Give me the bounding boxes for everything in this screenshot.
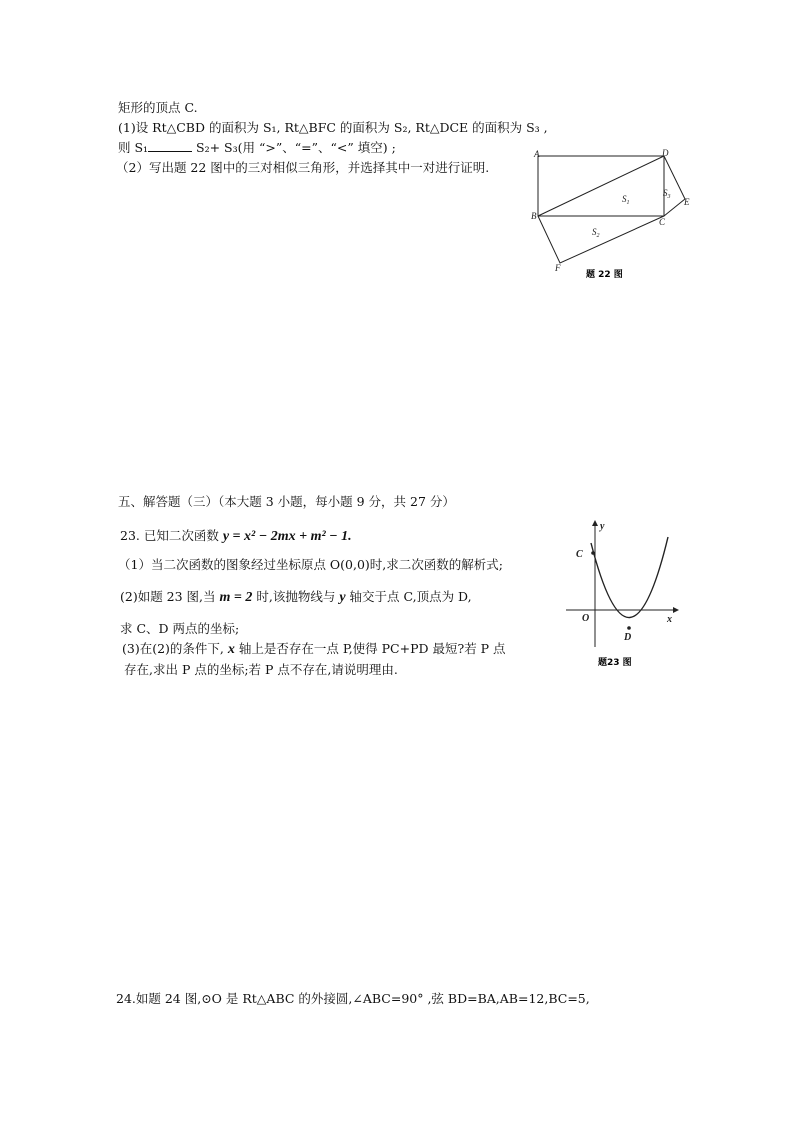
q23-part-2b: 求 C、D 两点的坐标;	[120, 621, 240, 636]
q23-intro-text: 23. 已知二次函数	[120, 528, 223, 543]
label-x: x	[667, 614, 672, 625]
section-5-heading: 五、解答题（三）（本大题 3 小题，每小题 9 分，共 27 分）	[118, 494, 455, 509]
q23-part-3-math-x: x	[227, 642, 235, 657]
q24-line: 24.如题 24 图,⊙O 是 Rt△ABC 的外接圆,∠ABC=90° ,弦 BD=BA,AB=12,BC=5,	[116, 991, 590, 1006]
label-f: F	[555, 263, 561, 273]
label-s3: $S_3$	[663, 188, 671, 200]
q22-line-2-post: S₂+ S₃(用 “>”、“=”、“<” 填空) ;	[192, 140, 396, 155]
parabola	[591, 537, 668, 618]
q23-part-2-math-m: m = 2	[219, 590, 253, 605]
label-o: O	[582, 613, 590, 624]
q23-formula: y = x² − 2mx + m² − 1.	[222, 529, 352, 544]
answer-blank[interactable]	[148, 139, 192, 152]
q22-line-1: (1)设 Rt△CBD 的面积为 S₁, Rt△BFC 的面积为 S₂, Rt△DCE 的面积为 S₃ ,	[118, 120, 548, 135]
figure-22-caption: 题 22 图	[586, 270, 623, 280]
q23-part-2-pre: (2)如题 23 图,当	[120, 589, 220, 604]
q23-part-3-pre: (3)在(2)的条件下,	[122, 641, 228, 656]
label-y: y	[600, 521, 605, 532]
q23-part-3	[122, 640, 506, 659]
label-s1: $S_1$	[622, 194, 630, 206]
q22-line-3: （2）写出题 22 图中的三对相似三角形，并选择其中一对进行证明.	[116, 160, 490, 175]
point-c	[591, 551, 595, 555]
q23-part-3-post: 轴上是否存在一点 P,使得 PC+PD 最短?若 P 点	[234, 641, 506, 656]
label-d: D	[624, 632, 632, 643]
q23-part-2-math-y: y	[339, 590, 346, 605]
triangle-bfc	[538, 216, 664, 263]
q23-part-1: （1）当二次函数的图象经过坐标原点 O(0,0)时,求二次函数的解析式;	[118, 557, 503, 572]
q23-intro	[120, 527, 352, 546]
q23-part-2	[120, 588, 472, 607]
label-d: D	[662, 148, 669, 158]
q23-part-2-post: 轴交于点 C,顶点为 D,	[345, 589, 472, 604]
point-d	[627, 626, 631, 630]
triangle-dce	[664, 156, 685, 216]
q22-line-0: 矩形的顶点 C.	[118, 100, 198, 115]
label-s2: $S_2$	[592, 227, 600, 239]
figure-23-caption: 题23 图	[598, 658, 632, 668]
label-c: C	[576, 549, 583, 560]
label-e: E	[684, 197, 690, 207]
label-b: B	[531, 211, 537, 221]
figure-23	[558, 515, 690, 675]
figure-22	[525, 140, 705, 285]
q22-line-2-pre: 则 S₁	[118, 140, 149, 155]
q23-part-3b: 存在,求出 P 点的坐标;若 P 点不存在,请说明理由.	[124, 662, 398, 677]
label-c: C	[659, 217, 666, 227]
diagonal-bd	[538, 156, 664, 216]
q22-line-2	[118, 139, 396, 157]
q23-part-2-mid: 时,该抛物线与	[252, 589, 340, 604]
label-a: A	[534, 149, 540, 159]
